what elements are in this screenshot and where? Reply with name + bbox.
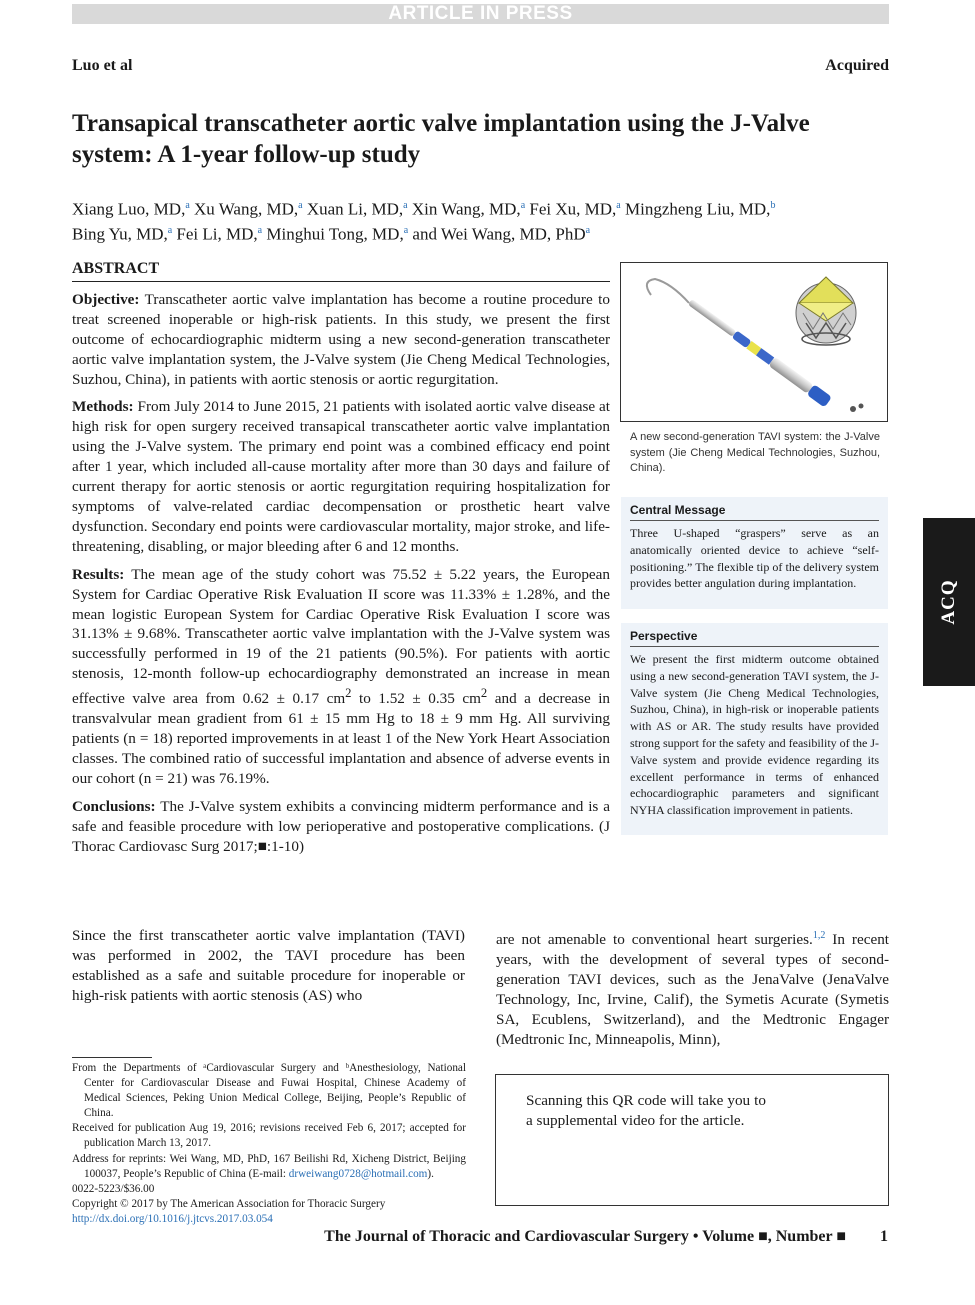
author: Xiang Luo, MD,: [72, 199, 186, 219]
body-text: are not amenable to conventional heart surgeries.: [496, 931, 813, 949]
abstract-methods: [72, 397, 610, 556]
journal-name: The Journal of Thoracic and Cardiovascular Surgery • Volume ■, Number ■: [324, 1228, 846, 1245]
address-end: ).: [427, 1167, 434, 1180]
author: Minghui Tong, MD,: [266, 224, 404, 244]
affiliation-mark[interactable]: a: [257, 224, 263, 236]
author: Fei Xu, MD,: [529, 199, 617, 219]
central-message-box: [621, 497, 888, 609]
superscript: 2: [480, 686, 488, 701]
j-valve-device-illustration: [621, 263, 886, 420]
central-message-text: Three U-shaped “graspers” serve as an anatomically oriented device to achieve “self-positioning.” The flexible tip of the delivery system provides better angulation during implantation.: [630, 526, 879, 591]
abstract-objective: [72, 290, 610, 390]
article-in-press-banner: ARTICLE IN PRESS: [72, 4, 889, 24]
affiliation-mark[interactable]: b: [770, 200, 776, 211]
section-tab-label: ACQ: [938, 579, 959, 625]
valve-prosthesis: [796, 277, 856, 345]
abstract-results: [72, 565, 610, 789]
page-footer: [324, 1228, 888, 1246]
objective-text: Transcatheter aortic valve implantation has become a routine procedure to treat screened inoperable or high-risk patients. In this study, we present the first outcome of echocardiographic midterm using a new second-generation transcatheter aortic valve implantation system, the J-Valve system (Jie Cheng Medical Technologies, Suzhou, China), in patients with aortic stenosis or aortic regurgitation.: [72, 290, 610, 388]
body-text: In recent years, with the development of several types of second-generation TAVI devices, such as the JenaValve (JenaValve Technology, Inc, Irvine, Calif), the Symetis Acurate (Symetis SA, Ecublens, Switzerland), and the Medtronic Engager (Medtronic Inc, Minneapolis, Minn),: [496, 931, 890, 1049]
affiliation-mark[interactable]: a: [185, 200, 190, 211]
abstract-heading: ABSTRACT: [72, 259, 610, 282]
affiliation-mark[interactable]: a: [403, 200, 408, 211]
running-head-authors: Luo et al: [72, 57, 133, 74]
results-text: to 1.52 ± 0.35 cm: [351, 690, 481, 708]
results-label: Results:: [72, 565, 125, 583]
author: and Wei Wang, MD, PhD: [412, 224, 586, 244]
conclusions-label: Conclusions:: [72, 797, 156, 815]
email-link[interactable]: drweiwang0728@hotmail.com: [288, 1167, 428, 1180]
qr-code-text: Scanning this QR code will take you to a supplemental video for the article.: [526, 1092, 766, 1129]
perspective-heading: Perspective: [630, 629, 879, 647]
doi-footnote: [72, 1212, 466, 1227]
superscript: 2: [345, 686, 352, 701]
issn: 0022-5223/$36.00: [72, 1182, 155, 1195]
delivery-wire: [647, 279, 689, 303]
affiliation-mark[interactable]: a: [585, 224, 591, 236]
qr-code-box: [495, 1074, 889, 1206]
figure-caption: A new second-generation TAVI system: the J-Valve system (Jie Cheng Medical Technologies, Suzhou, China).: [630, 431, 880, 475]
methods-text: From July 2014 to June 2015, 21 patients with isolated aortic valve disease at high risk for open surgery received transapical transcatheter aortic valve implantation using the J-Valve system. The primary end point was a combined efficacy end point after 1 year, which included all-cause mortality after more than 30 days and failure of current therapy for aortic stenosis or aortic regurgitation requiring hospitalization for symptoms of valve-related cardiac decompensation or prosthetic heart valve dysfunction. Secondary end points were cardiovascular mortality, major stroke, and life-threatening, disabling, or major bleeding after 6 and 12 months.: [72, 398, 611, 555]
author-list: [72, 195, 882, 244]
doi-link[interactable]: http://dx.doi.org/10.1016/j.jtcvs.2017.03.054: [72, 1212, 273, 1225]
abstract-conclusions: [72, 797, 610, 857]
central-picture: [620, 262, 888, 422]
central-message-heading: Central Message: [630, 503, 879, 521]
address-text: Address for reprints: Wei Wang, MD, PhD, 167 Beilishi Rd, Xicheng District, Beijing 100037, People’s Republic of China (E-mail:: [72, 1152, 466, 1180]
address-footnote: [72, 1152, 466, 1182]
affiliation-footnote: From the Departments of ᵃCardiovascular Surgery and ᵇAnesthesiology, National Center for Cardiovascular Disease and Fuwai Hospital, Chinese Academy of Medical Sciences, Peking Union Medical College, Beijing, People’s Republic of China.: [72, 1062, 466, 1120]
footnotes: [72, 1061, 466, 1227]
author: Fei Li, MD,: [176, 224, 258, 244]
body-text-left: Since the first transcatheter aortic valve implantation (TAVI) was performed in 2002, the TAVI procedure has been established as a safe and suitable procedure for inoperable or high-risk patients with aortic stenosis (AS) who: [72, 927, 465, 1004]
abstract: [72, 259, 610, 864]
perspective-box: [621, 623, 888, 835]
section-tab: [923, 518, 975, 686]
affiliation-mark[interactable]: a: [298, 200, 303, 211]
objective-label: Objective:: [72, 290, 140, 308]
methods-label: Methods:: [72, 398, 134, 416]
perspective-text: We present the first midterm outcome obtained using a new second-generation TAVI system, the J-Valve system (Jie Cheng Medical Technologies, Suzhou, China), in high-risk or inoperable patients with AS or AR. The study results have provided strong support for the safety and feasibility of the J-Valve system and provide evidence regarding its excellent performance in terms of enhanced echocardiographic parameters and significant NYHA classification improvement in patients.: [630, 652, 879, 818]
results-text: and a decrease in transvalvular mean gradient from 61 ± 15 mm Hg to 18 ± 9 mm Hg. All surviving patients (n = 18) reported improvements in at least 1 of the New York Heart Association classes. The combined ratio of successful implantation and absence of adverse events in our cohort (n = 21) was 76.19%.: [72, 690, 611, 787]
footnote-divider: [72, 1057, 152, 1058]
article-title: Transapical transcatheter aortic valve implantation using the J-Valve system: A 1-year follow-up study: [72, 110, 810, 168]
affiliation-mark[interactable]: a: [167, 224, 173, 236]
body-text-right: [496, 926, 889, 1050]
page-number: 1: [880, 1228, 888, 1245]
affiliation-mark[interactable]: a: [520, 200, 526, 211]
results-text: The mean age of the study cohort was 75.52 ± 5.22 years, the European System for Cardiac Operative Risk Evaluation II score was 11.33% ± 1.28%, and the mean logistic European System for Cardiac Operative Risk Evaluation I score was 31.13% ± 9.68%. Transcatheter aortic valve implantation with the J-Valve system was successfully performed in 19 of the 21 patients (90.5%). For patients with aortic stenosis, 12-month follow-up echocardiography demonstrated an increase in mean effective valve area from 0.62 ± 0.17 cm: [72, 565, 610, 708]
author: Mingzheng Liu, MD,: [625, 199, 771, 219]
author: Xu Wang, MD,: [194, 199, 299, 219]
copyright: Copyright © 2017 by The American Association for Thoracic Surgery: [72, 1197, 386, 1210]
author: Xuan Li, MD,: [306, 199, 404, 219]
received-footnote: Received for publication Aug 19, 2016; revisions received Feb 6, 2017; accepted for publication March 13, 2017.: [72, 1122, 466, 1150]
author: Bing Yu, MD,: [72, 224, 168, 244]
conclusions-text: The J-Valve system exhibits a convincing midterm performance and is a safe and feasible procedure with low perioperative and postoperative complications. (J Thorac Cardiovasc Surg 2017;■:1-10): [72, 797, 610, 855]
reference-link[interactable]: 1,2: [812, 930, 826, 941]
affiliation-mark[interactable]: a: [403, 224, 409, 236]
affiliation-mark[interactable]: a: [616, 200, 621, 211]
running-head-section: Acquired: [825, 57, 889, 74]
handle-cap: [850, 406, 856, 412]
author: Xin Wang, MD,: [411, 199, 521, 219]
